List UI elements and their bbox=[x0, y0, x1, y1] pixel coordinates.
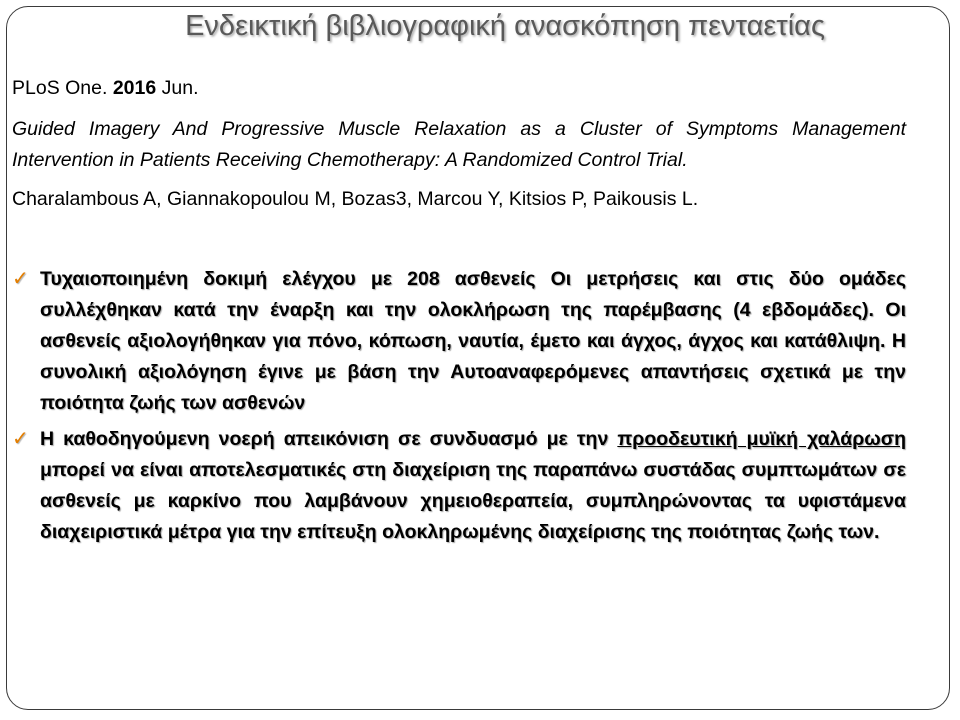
slide-body bbox=[12, 73, 906, 553]
journal-month: Jun. bbox=[161, 77, 199, 99]
spacer bbox=[12, 215, 906, 264]
checkmark-icon: ✓ bbox=[12, 428, 29, 450]
bullet-text-after: μπορεί να είναι αποτελεσματικές στη διαχείριση της παραπάνω συστάδας συμπτωμάτων σε ασθενείς με καρκίνο που λαμβάνουν χημειοθεραπεία, συμπληρώνοντας τα υφιστάμενα διαχειριστικά μέτρα για την επίτευξη ολοκληρωμένης διαχείρισης της ποιότητας ζωής των. bbox=[40, 459, 906, 543]
checkmark-icon: ✓ bbox=[12, 268, 29, 290]
bullet-item-study-design bbox=[12, 264, 906, 419]
journal-year: 2016 bbox=[112, 77, 157, 99]
paper-authors: Charalambous A, Giannakopoulou M, Bozas3, Marcou Y, Kitsios P, Paikousis L. bbox=[12, 188, 699, 210]
bullet-text-before: Η καθοδηγούμενη νοερή απεικόνιση σε συνδυασμό με την bbox=[40, 428, 618, 450]
bullet-item-conclusion bbox=[12, 424, 906, 548]
paper-title: Guided Imagery And Progressive Muscle Relaxation as a Cluster of Symptoms Management Intervention in Patients Receiving Chemotherapy: A Randomized Control Trial. bbox=[12, 118, 906, 171]
journal-citation bbox=[12, 73, 906, 104]
bullet-underlined-term: προοδευτική μυϊκή χαλάρωση bbox=[617, 428, 906, 450]
slide-title: Ενδεικτική βιβλιογραφική ανασκόπηση πενταετίας bbox=[185, 10, 825, 42]
bullet-text: Τυχαιοποιημένη δοκιμή ελέγχου με 208 ασθενείς Οι μετρήσεις και στις δύο ομάδες συλλέχθηκαν κατά την έναρξη και την ολοκλήρωση της παρέμβασης (4 εβδομάδες). Οι ασθενείς αξιολογήθηκαν για πόνο, κόπωση, ναυτία, έμετο και άγχος, άγχος και κατάθλιψη. Η συνολική αξιολόγηση έγινε με βάση την Αυτοαναφερόμενες απαντήσεις σχετικά με την ποιότητα ζωής των ασθενών bbox=[40, 268, 906, 414]
journal-name: PLoS One. bbox=[12, 77, 108, 99]
